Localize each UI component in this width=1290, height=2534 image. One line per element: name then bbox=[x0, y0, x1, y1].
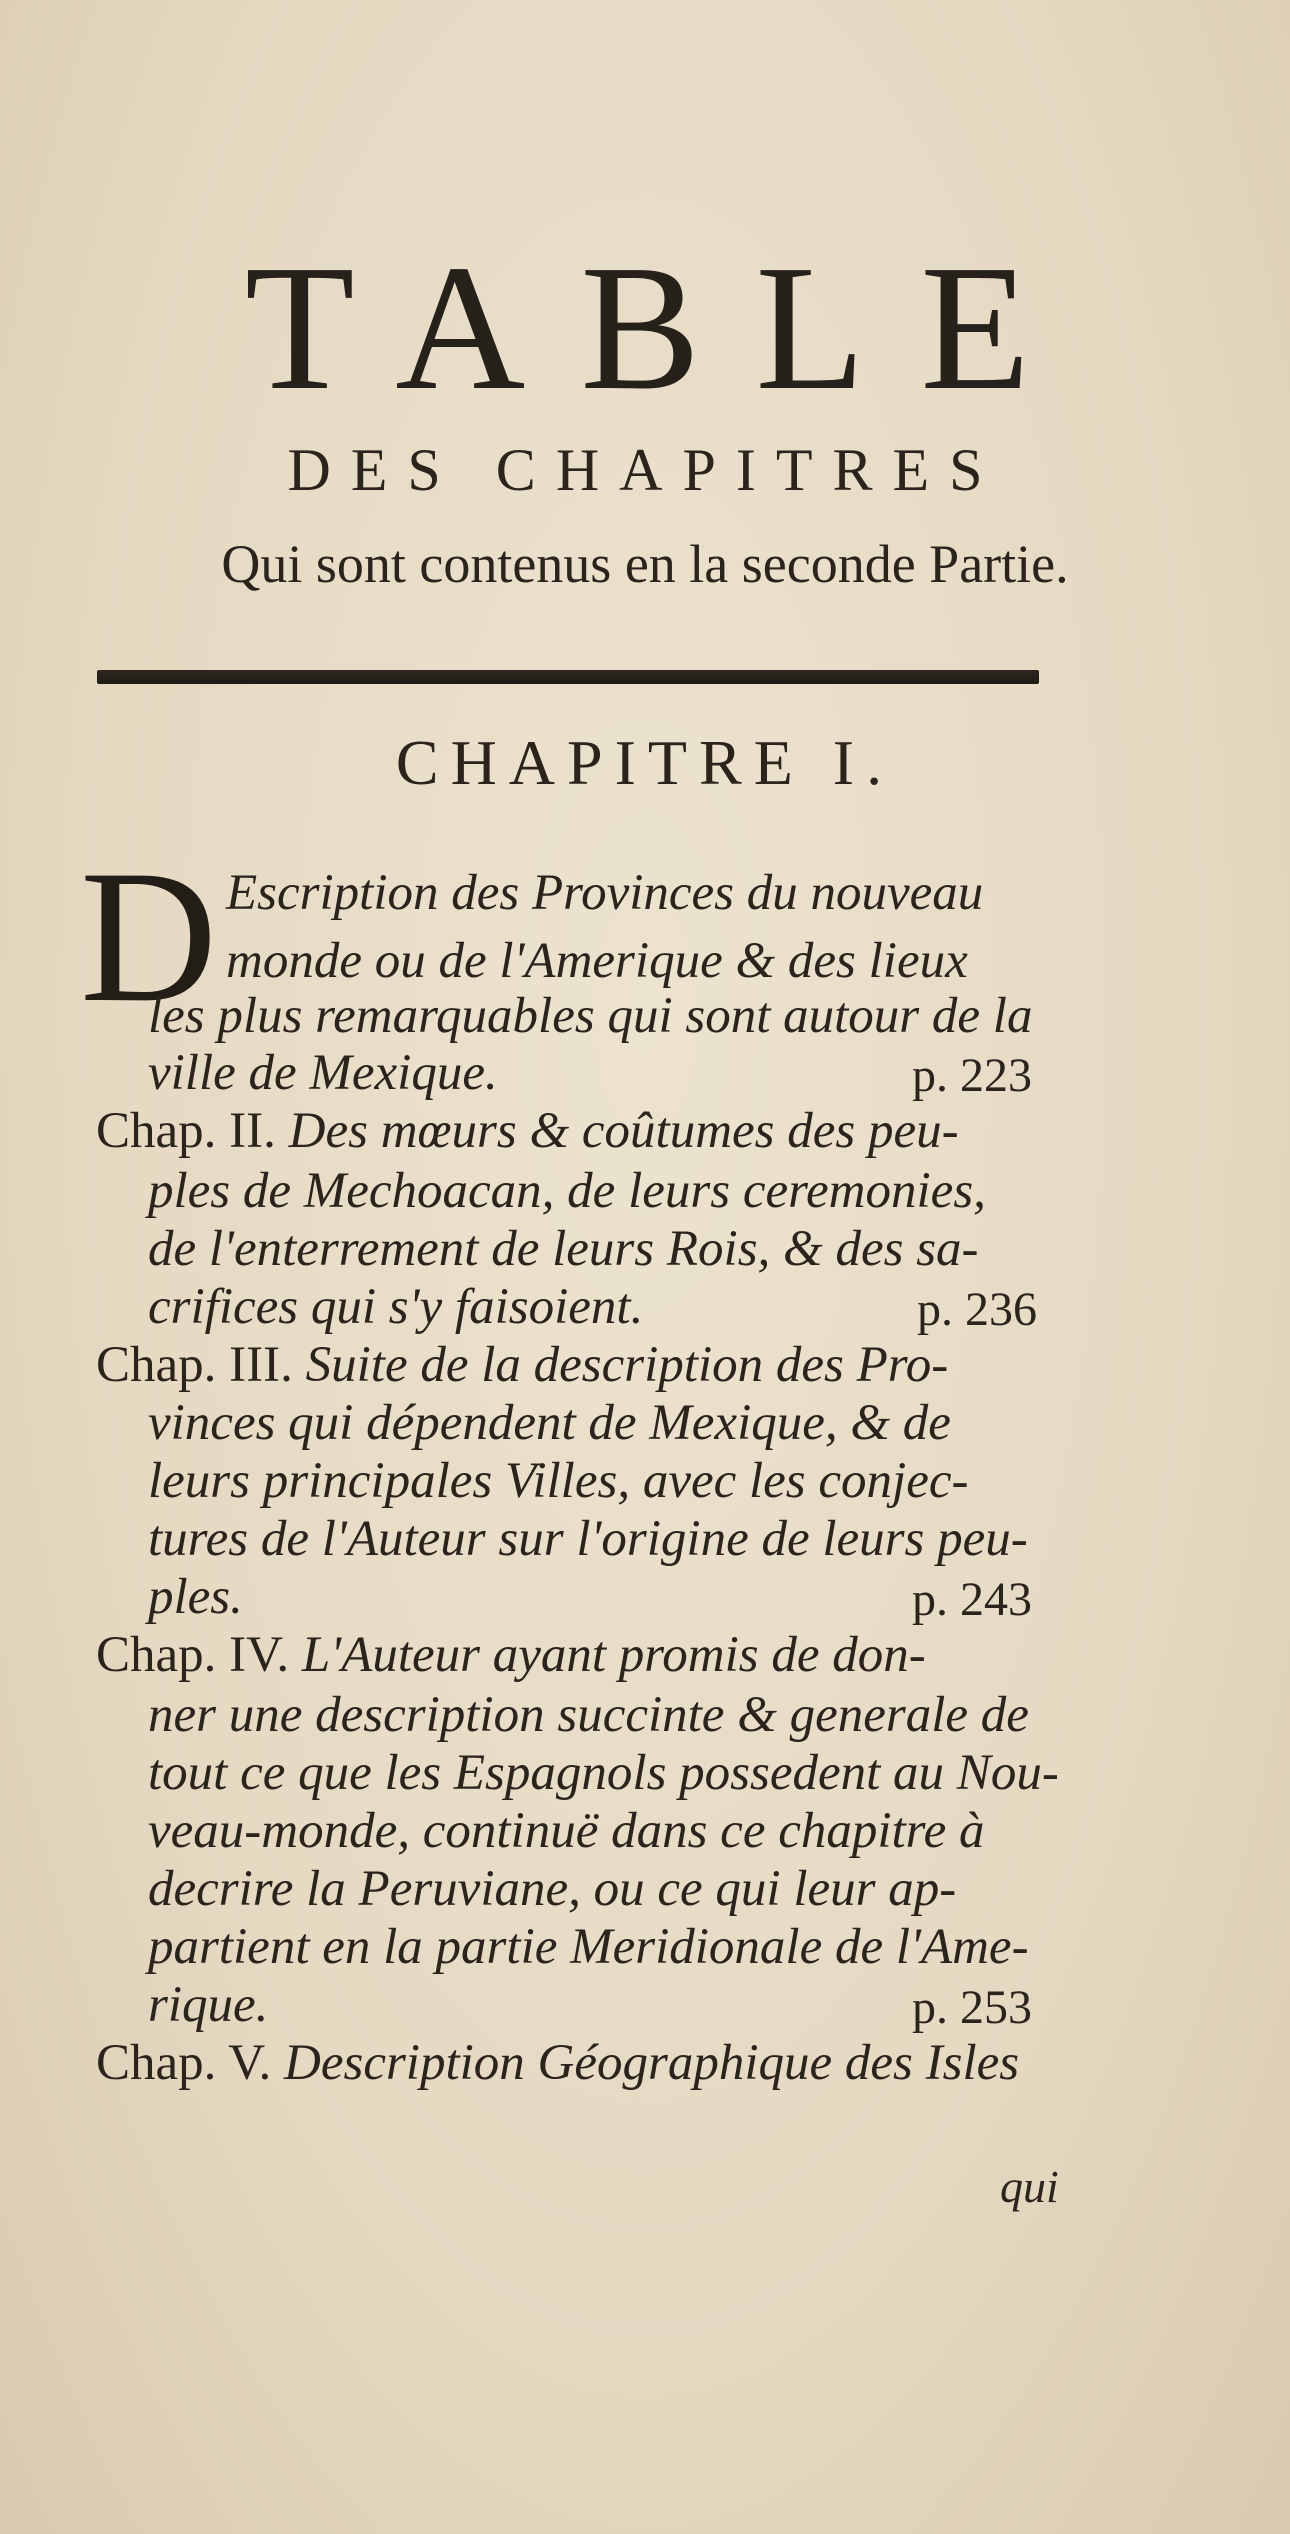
chapter4-line-3: tout ce que les Espagnols possedent au Nou- bbox=[148, 1745, 1059, 1801]
chapter4-text-1: L'Auteur ayant promis de don- bbox=[301, 1627, 926, 1683]
catchword: qui bbox=[1000, 2161, 1059, 2212]
chapter3-label: Chap. III. bbox=[96, 1337, 293, 1393]
chapter2-text-1: Des mœurs & coûtumes des peu- bbox=[288, 1103, 959, 1159]
chapter3-line-4: tures de l'Auteur sur l'origine de leurs peu- bbox=[148, 1511, 1028, 1567]
chapter1-line-2: monde ou de l'Amerique & des lieux bbox=[226, 933, 968, 989]
chapter4-label: Chap. IV. bbox=[96, 1627, 290, 1683]
chapter3-line-5: ples. bbox=[148, 1569, 243, 1625]
chapter4-line-5: decrire la Peruviane, ou ce qui leur ap- bbox=[148, 1861, 957, 1917]
chapter3-line-3: leurs principales Villes, avec les conjec- bbox=[148, 1453, 969, 1509]
chapter-heading: CHAPITRE I. bbox=[395, 727, 895, 798]
chapter2-label: Chap. II. bbox=[96, 1103, 276, 1159]
chapter4-line-2: ner une description succinte & generale de bbox=[148, 1687, 1029, 1743]
chapter5-line-1 bbox=[96, 2035, 1020, 2091]
chapter2-line-3: de l'enterrement de leurs Rois, & des sa- bbox=[148, 1221, 979, 1277]
page-subtitle: DES CHAPITRES bbox=[287, 437, 1003, 503]
page-title: TABLE bbox=[244, 228, 1086, 427]
chapter3-page-ref: p. 243 bbox=[912, 1573, 1032, 1626]
chapter2-page-ref: p. 236 bbox=[917, 1283, 1037, 1336]
chapter4-line-6: partient en la partie Meridionale de l'Ame- bbox=[148, 1919, 1029, 1975]
chapter3-line-2: vinces qui dépendent de Mexique, & de bbox=[148, 1395, 951, 1451]
chapter1-line-3: les plus remarquables qui sont autour de la bbox=[148, 988, 1033, 1044]
chapter3-line-1 bbox=[96, 1337, 949, 1393]
chapter4-page-ref: p. 253 bbox=[912, 1981, 1032, 2034]
chapter1-line-4: ville de Mexique. bbox=[148, 1045, 498, 1101]
chapter4-line-7: rique. bbox=[148, 1977, 269, 2033]
chapter2-line-2: ples de Mechoacan, de leurs ceremonies, bbox=[148, 1163, 986, 1219]
chapter2-line-1 bbox=[96, 1103, 959, 1159]
ornamental-rule bbox=[97, 670, 1039, 684]
page-subtitle-secondary: Qui sont contenus en la seconde Partie. bbox=[221, 534, 1069, 594]
chapter1-page-ref: p. 223 bbox=[912, 1049, 1032, 1102]
chapter5-text-1: Description Géographique des Isles bbox=[284, 2035, 1020, 2091]
drop-cap: D bbox=[80, 832, 218, 1042]
chapter1-line-1: Escription des Provinces du nouveau bbox=[226, 865, 984, 921]
chapter3-text-1: Suite de la description des Pro- bbox=[305, 1337, 949, 1393]
chapter5-label: Chap. V. bbox=[96, 2035, 272, 2091]
chapter4-line-4: veau-monde, continuë dans ce chapitre à bbox=[148, 1803, 985, 1859]
chapter4-line-1 bbox=[96, 1627, 926, 1683]
chapter2-line-4: crifices qui s'y faisoient. bbox=[148, 1279, 644, 1335]
